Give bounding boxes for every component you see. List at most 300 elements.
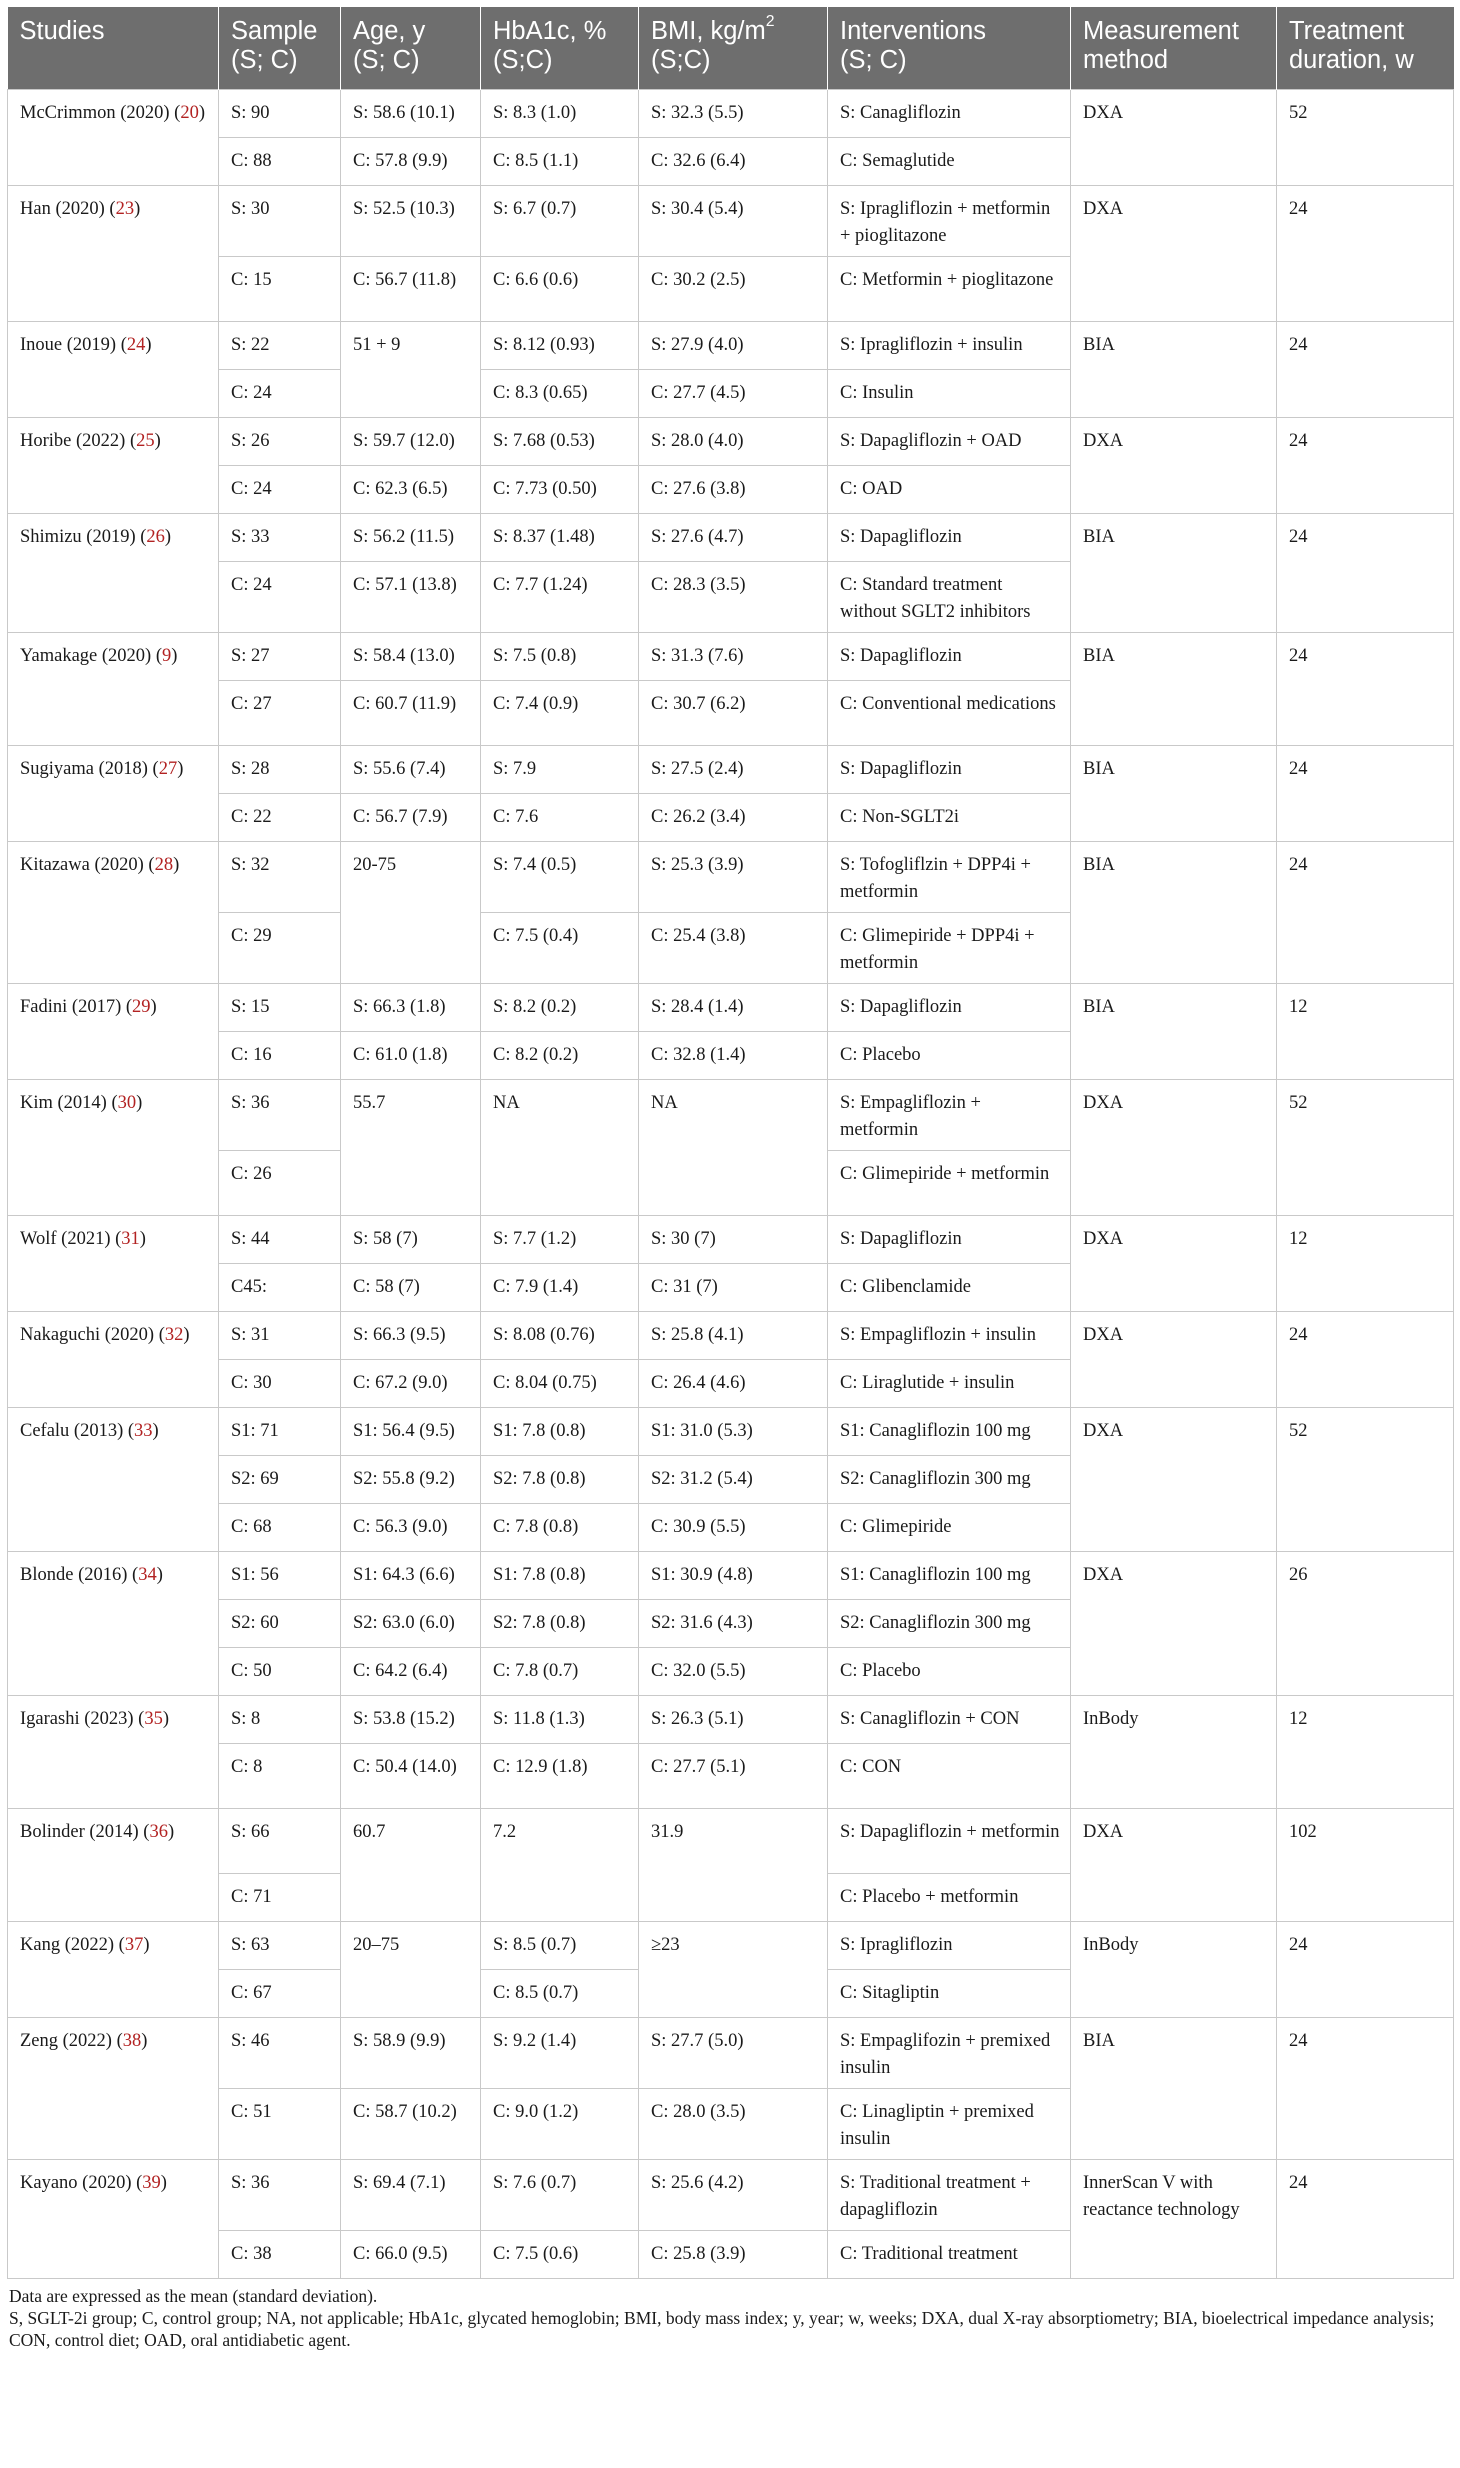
bmi-cell: S: 28.4 (1.4) [639,983,828,1031]
col-header-hba1c: HbA1c, % (S;C) [481,7,639,89]
table-row [8,1407,1454,1455]
reference-link[interactable]: 23 [115,198,135,219]
reference-close-paren: ) [150,996,157,1017]
study-name-cell [8,2017,219,2159]
intervention-cell: C: Linagliptin + premixed insulin [828,2088,1071,2159]
measurement-method-cell: DXA [1071,1215,1277,1311]
intervention-cell: C: Glimepiride [828,1503,1071,1551]
study-name: Kim (2014) ( [20,1092,118,1113]
age-cell: S: 56.2 (11.5) [341,513,481,561]
hba1c-cell: S: 7.5 (0.8) [481,632,639,680]
treatment-duration-cell: 24 [1277,632,1454,745]
study-name: Blonde (2016) ( [20,1564,139,1585]
sample-cell: S: 44 [219,1215,341,1263]
sample-cell: C: 50 [219,1647,341,1695]
hba1c-cell: S: 8.37 (1.48) [481,513,639,561]
treatment-duration-cell: 102 [1277,1808,1454,1921]
hba1c-cell: C: 7.6 [481,793,639,841]
age-cell: S: 52.5 (10.3) [341,185,481,256]
intervention-cell: S: Tofogliflzin + DPP4i + metformin [828,841,1071,912]
treatment-duration-cell: 24 [1277,513,1454,632]
measurement-method-cell: BIA [1071,745,1277,841]
age-cell: S: 58.6 (10.1) [341,89,481,137]
sample-cell: S: 33 [219,513,341,561]
age-cell: S: 58.4 (13.0) [341,632,481,680]
hba1c-cell: C: 7.8 (0.8) [481,1503,639,1551]
age-cell: S: 58 (7) [341,1215,481,1263]
table-row [8,1215,1454,1263]
table-row [8,513,1454,561]
intervention-cell: C: Glimepiride + DPP4i + metformin [828,912,1071,983]
bmi-cell: C: 28.0 (3.5) [639,2088,828,2159]
intervention-cell: C: Non-SGLT2i [828,793,1071,841]
sample-cell: S: 46 [219,2017,341,2088]
reference-link[interactable]: 35 [144,1708,163,1729]
study-name: Cefalu (2013) ( [20,1420,135,1441]
bmi-cell: NA [639,1079,828,1215]
intervention-cell: S: Canagliflozin + CON [828,1695,1071,1743]
sample-cell: C45: [219,1263,341,1311]
hba1c-cell: S: 7.4 (0.5) [481,841,639,912]
intervention-cell: S: Empagliflozin + metformin [828,1079,1071,1150]
age-cell: C: 56.7 (7.9) [341,793,481,841]
hba1c-cell: C: 8.5 (1.1) [481,137,639,185]
age-cell: 55.7 [341,1079,481,1215]
sample-cell: S: 30 [219,185,341,256]
hba1c-cell: C: 7.4 (0.9) [481,680,639,745]
measurement-method-cell: DXA [1071,417,1277,513]
hba1c-cell: C: 8.04 (0.75) [481,1359,639,1407]
study-name-cell [8,1921,219,2017]
bmi-cell: ≥23 [639,1921,828,2017]
study-name: Kitazawa (2020) ( [20,854,155,875]
bmi-cell: S2: 31.6 (4.3) [639,1599,828,1647]
age-cell: C: 61.0 (1.8) [341,1031,481,1079]
reference-close-paren: ) [162,1708,169,1729]
measurement-method-cell: DXA [1071,1551,1277,1695]
bmi-cell: S: 30 (7) [639,1215,828,1263]
intervention-cell: C: Sitagliptin [828,1969,1071,2017]
treatment-duration-cell: 24 [1277,1311,1454,1407]
age-cell: 60.7 [341,1808,481,1921]
bmi-cell: C: 32.0 (5.5) [639,1647,828,1695]
table-header [8,7,1454,89]
sample-cell: S1: 71 [219,1407,341,1455]
col-header-age: Age, y (S; C) [341,7,481,89]
study-name-cell [8,632,219,745]
reference-link[interactable]: 24 [126,334,146,355]
bmi-cell: C: 30.7 (6.2) [639,680,828,745]
bmi-cell: S2: 31.2 (5.4) [639,1455,828,1503]
study-name: McCrimmon (2020) ( [20,102,181,123]
intervention-cell: S: Dapagliflozin [828,745,1071,793]
intervention-cell: S: Dapagliflozin + metformin [828,1808,1071,1873]
table-row [8,841,1454,912]
sample-cell: S: 8 [219,1695,341,1743]
intervention-cell: S2: Canagliflozin 300 mg [828,1599,1071,1647]
hba1c-cell: S: 6.7 (0.7) [481,185,639,256]
hba1c-cell: C: 7.5 (0.4) [481,912,639,983]
treatment-duration-cell: 12 [1277,1695,1454,1808]
intervention-cell: S: Canagliflozin [828,89,1071,137]
study-name: Yamakage (2020) ( [20,645,162,666]
hba1c-cell: S: 7.9 [481,745,639,793]
intervention-cell: C: CON [828,1743,1071,1808]
bmi-cell: S1: 30.9 (4.8) [639,1551,828,1599]
reference-close-paren: ) [141,2030,148,2051]
reference-close-paren: ) [198,102,205,123]
age-cell: C: 67.2 (9.0) [341,1359,481,1407]
study-name-cell [8,1079,219,1215]
study-name: Shimizu (2019) ( [20,526,147,547]
sample-cell: S: 31 [219,1311,341,1359]
measurement-method-cell: DXA [1071,1407,1277,1551]
sample-cell: C: 16 [219,1031,341,1079]
sample-cell: S: 32 [219,841,341,912]
sample-cell: S: 36 [219,1079,341,1150]
table-body [8,89,1454,2278]
hba1c-cell: C: 7.5 (0.6) [481,2230,639,2278]
study-name-cell [8,185,219,321]
intervention-cell: S: Dapagliflozin [828,513,1071,561]
bmi-cell: S: 27.9 (4.0) [639,321,828,369]
table-footnotes [7,2285,1453,2351]
bmi-cell: S: 28.0 (4.0) [639,417,828,465]
table-row [8,417,1454,465]
reference-link[interactable]: 30 [117,1092,137,1113]
table-row [8,1921,1454,1969]
study-name: Wolf (2021) ( [20,1228,122,1249]
reference-close-paren: ) [177,758,184,779]
col-header-interventions: Interventions (S; C) [828,7,1071,89]
bmi-cell: C: 30.2 (2.5) [639,256,828,321]
age-cell: 20–75 [341,1921,481,2017]
age-cell: S: 69.4 (7.1) [341,2159,481,2230]
reference-link[interactable]: 36 [149,1821,168,1842]
age-cell: C: 64.2 (6.4) [341,1647,481,1695]
intervention-cell: S: Ipragliflozin [828,1921,1071,1969]
study-name-cell [8,1407,219,1551]
study-characteristics-table [7,7,1454,2279]
study-name: Sugiyama (2018) ( [20,758,159,779]
hba1c-cell: C: 8.2 (0.2) [481,1031,639,1079]
study-name-cell [8,1695,219,1808]
hba1c-cell: S: 8.2 (0.2) [481,983,639,1031]
measurement-method-cell: DXA [1071,1079,1277,1215]
col-header-measurement-method: Measurement method [1071,7,1277,89]
study-name: Han (2020) ( [20,198,116,219]
sample-cell: C: 24 [219,561,341,632]
col-header-sample: Sample (S; C) [219,7,341,89]
hba1c-cell: S1: 7.8 (0.8) [481,1551,639,1599]
intervention-cell: S: Ipragliflozin + metformin + pioglitazone [828,185,1071,256]
hba1c-cell: C: 6.6 (0.6) [481,256,639,321]
sample-cell: C: 26 [219,1150,341,1215]
table-row [8,1311,1454,1359]
bmi-cell: C: 27.7 (5.1) [639,1743,828,1808]
bmi-cell: C: 26.2 (3.4) [639,793,828,841]
bmi-cell: C: 28.3 (3.5) [639,561,828,632]
bmi-cell: C: 32.8 (1.4) [639,1031,828,1079]
measurement-method-cell: DXA [1071,89,1277,185]
bmi-cell: S: 27.6 (4.7) [639,513,828,561]
measurement-method-cell: BIA [1071,2017,1277,2159]
sample-cell: C: 71 [219,1873,341,1921]
bmi-cell: S1: 31.0 (5.3) [639,1407,828,1455]
reference-close-paren: ) [136,1092,143,1113]
hba1c-cell: C: 8.5 (0.7) [481,1969,639,2017]
footnote-abbreviations: S, SGLT-2i group; C, control group; NA, not applicable; HbA1c, glycated hemoglobin; BMI, body mass index; y, year; w, weeks; DXA, dual X-ray absorptiometry; BIA, bioelectrical impedance analysis; CON, control diet; OAD, oral antidiabetic agent. [9,2307,1435,2350]
hba1c-cell: S2: 7.8 (0.8) [481,1599,639,1647]
treatment-duration-cell: 52 [1277,89,1454,185]
reference-close-paren: ) [143,1934,150,1955]
reference-link[interactable]: 37 [124,1934,144,1955]
reference-close-paren: ) [173,854,180,875]
study-name: Inoue (2019) ( [20,334,127,355]
age-cell: S2: 55.8 (9.2) [341,1455,481,1503]
bmi-cell: S: 25.8 (4.1) [639,1311,828,1359]
intervention-cell: C: Glibenclamide [828,1263,1071,1311]
sample-cell: S: 28 [219,745,341,793]
reference-link[interactable]: 33 [134,1420,153,1441]
bmi-cell: C: 31 (7) [639,1263,828,1311]
age-cell: S1: 64.3 (6.6) [341,1551,481,1599]
age-cell: S: 58.9 (9.9) [341,2017,481,2088]
col-header-treatment-duration: Treatment duration, w [1277,7,1454,89]
age-cell: S: 55.6 (7.4) [341,745,481,793]
header-row [8,7,1454,89]
study-name-cell [8,417,219,513]
table-row [8,1695,1454,1743]
treatment-duration-cell: 24 [1277,841,1454,983]
reference-close-paren: ) [183,1324,190,1345]
study-name: Bolinder (2014) ( [20,1821,150,1842]
reference-link[interactable]: 32 [164,1324,184,1345]
hba1c-cell: S: 8.5 (0.7) [481,1921,639,1969]
table-row [8,2017,1454,2088]
study-name-cell [8,1215,219,1311]
measurement-method-cell: DXA [1071,185,1277,321]
reference-close-paren: ) [171,645,178,666]
sample-cell: C: 38 [219,2230,341,2278]
intervention-cell: S: Ipragliflozin + insulin [828,321,1071,369]
reference-link[interactable]: 39 [142,2172,161,2193]
hba1c-cell: S: 7.7 (1.2) [481,1215,639,1263]
measurement-method-cell: BIA [1071,632,1277,745]
sample-cell: C: 67 [219,1969,341,2017]
age-cell: C: 60.7 (11.9) [341,680,481,745]
table-row [8,983,1454,1031]
measurement-method-cell: BIA [1071,513,1277,632]
sample-cell: S1: 56 [219,1551,341,1599]
treatment-duration-cell: 12 [1277,1215,1454,1311]
hba1c-cell: C: 8.3 (0.65) [481,369,639,417]
study-name-cell [8,513,219,632]
bmi-cell: S: 27.5 (2.4) [639,745,828,793]
study-name-cell [8,321,219,417]
intervention-cell: S: Dapagliflozin [828,632,1071,680]
bmi-cell: S: 25.6 (4.2) [639,2159,828,2230]
hba1c-cell: C: 9.0 (1.2) [481,2088,639,2159]
treatment-duration-cell: 24 [1277,2017,1454,2159]
intervention-cell: C: Placebo [828,1647,1071,1695]
age-cell: C: 58.7 (10.2) [341,2088,481,2159]
reference-link[interactable]: 31 [121,1228,140,1249]
sample-cell: S: 27 [219,632,341,680]
intervention-cell: C: OAD [828,465,1071,513]
bmi-cell: C: 25.4 (3.8) [639,912,828,983]
sample-cell: C: 51 [219,2088,341,2159]
intervention-cell: C: Placebo + metformin [828,1873,1071,1921]
bmi-cell: S: 27.7 (5.0) [639,2017,828,2088]
table-row [8,321,1454,369]
bmi-cell: S: 31.3 (7.6) [639,632,828,680]
reference-link[interactable]: 29 [132,996,151,1017]
measurement-method-cell: InnerScan V with reactance technology [1071,2159,1277,2278]
age-cell: S: 59.7 (12.0) [341,417,481,465]
footnote-data-note: Data are expressed as the mean (standard deviation). [9,2285,378,2306]
intervention-cell: C: Liraglutide + insulin [828,1359,1071,1407]
study-name: Kayano (2020) ( [20,2172,143,2193]
treatment-duration-cell: 24 [1277,745,1454,841]
intervention-cell: S: Dapagliflozin + OAD [828,417,1071,465]
intervention-cell: S: Empagliflozin + insulin [828,1311,1071,1359]
study-name-cell [8,1551,219,1695]
reference-close-paren: ) [164,526,172,547]
intervention-cell: C: Standard treatment without SGLT2 inhibitors [828,561,1071,632]
reference-link[interactable]: 25 [136,430,155,451]
reference-close-paren: ) [154,430,161,451]
treatment-duration-cell: 26 [1277,1551,1454,1695]
reference-link[interactable]: 27 [158,758,178,779]
treatment-duration-cell: 12 [1277,983,1454,1079]
reference-link[interactable]: 26 [146,526,165,547]
reference-link[interactable]: 28 [154,854,174,875]
table-row [8,89,1454,137]
hba1c-cell: S: 9.2 (1.4) [481,2017,639,2088]
hba1c-cell: C: 7.8 (0.7) [481,1647,639,1695]
bmi-cell: S: 26.3 (5.1) [639,1695,828,1743]
study-name-cell [8,745,219,841]
sample-cell: S: 63 [219,1921,341,1969]
age-cell: S1: 56.4 (9.5) [341,1407,481,1455]
hba1c-cell: S: 8.3 (1.0) [481,89,639,137]
bmi-cell: S: 32.3 (5.5) [639,89,828,137]
intervention-cell: S: Dapagliflozin [828,983,1071,1031]
hba1c-cell: S: 8.08 (0.76) [481,1311,639,1359]
intervention-cell: S2: Canagliflozin 300 mg [828,1455,1071,1503]
measurement-method-cell: BIA [1071,841,1277,983]
age-cell: C: 62.3 (6.5) [341,465,481,513]
study-name-cell [8,2159,219,2278]
sample-cell: C: 68 [219,1503,341,1551]
age-cell: C: 58 (7) [341,1263,481,1311]
age-cell: C: 66.0 (9.5) [341,2230,481,2278]
col-header-studies: Studies [8,7,219,89]
sample-cell: C: 29 [219,912,341,983]
treatment-duration-cell: 52 [1277,1079,1454,1215]
measurement-method-cell: BIA [1071,321,1277,417]
study-name-cell [8,1808,219,1921]
study-name: Horibe (2022) ( [20,430,137,451]
bmi-cell: C: 27.6 (3.8) [639,465,828,513]
hba1c-cell: NA [481,1079,639,1215]
age-cell: 20-75 [341,841,481,983]
bmi-cell: 31.9 [639,1808,828,1921]
sample-cell: C: 24 [219,369,341,417]
study-name: Fadini (2017) ( [20,996,133,1017]
bmi-cell: C: 30.9 (5.5) [639,1503,828,1551]
bmi-cell: C: 27.7 (4.5) [639,369,828,417]
measurement-method-cell: DXA [1071,1311,1277,1407]
bmi-cell: C: 25.8 (3.9) [639,2230,828,2278]
hba1c-cell: C: 7.9 (1.4) [481,1263,639,1311]
study-name-cell [8,983,219,1079]
hba1c-cell: S: 7.68 (0.53) [481,417,639,465]
bmi-cell: C: 26.4 (4.6) [639,1359,828,1407]
reference-link[interactable]: 34 [138,1564,157,1585]
sample-cell: S: 26 [219,417,341,465]
study-name: Igarashi (2023) ( [20,1708,145,1729]
treatment-duration-cell: 24 [1277,1921,1454,2017]
measurement-method-cell: DXA [1071,1808,1277,1921]
table-row [8,1808,1454,1873]
reference-close-paren: ) [167,1821,175,1842]
intervention-cell: C: Semaglutide [828,137,1071,185]
study-name: Nakaguchi (2020) ( [20,1324,165,1345]
intervention-cell: C: Conventional medications [828,680,1071,745]
bmi-cell: S: 25.3 (3.9) [639,841,828,912]
reference-close-paren: ) [152,1420,159,1441]
reference-link[interactable]: 20 [180,102,199,123]
sample-cell: S: 22 [219,321,341,369]
age-cell: C: 57.1 (13.8) [341,561,481,632]
study-name: Zeng (2022) ( [20,2030,123,2051]
intervention-cell: S: Traditional treatment + dapagliflozin [828,2159,1071,2230]
hba1c-cell: S2: 7.8 (0.8) [481,1455,639,1503]
age-cell: S2: 63.0 (6.0) [341,1599,481,1647]
sample-cell: S2: 60 [219,1599,341,1647]
hba1c-cell: C: 7.7 (1.24) [481,561,639,632]
intervention-cell: C: Insulin [828,369,1071,417]
age-cell: C: 50.4 (14.0) [341,1743,481,1808]
bmi-cell: S: 30.4 (5.4) [639,185,828,256]
intervention-cell: C: Traditional treatment [828,2230,1071,2278]
reference-link[interactable]: 38 [122,2030,142,2051]
study-name-cell [8,1311,219,1407]
reference-link[interactable]: 9 [161,645,172,666]
hba1c-cell: S: 7.6 (0.7) [481,2159,639,2230]
treatment-duration-cell: 24 [1277,321,1454,417]
bmi-cell: C: 32.6 (6.4) [639,137,828,185]
study-name-cell [8,841,219,983]
sample-cell: C: 30 [219,1359,341,1407]
study-name: Kang (2022) ( [20,1934,125,1955]
intervention-cell: S1: Canagliflozin 100 mg [828,1551,1071,1599]
reference-close-paren: ) [139,1228,146,1249]
intervention-cell: C: Glimepiride + metformin [828,1150,1071,1215]
age-cell: C: 56.7 (11.8) [341,256,481,321]
sample-cell: S: 90 [219,89,341,137]
age-cell: C: 56.3 (9.0) [341,1503,481,1551]
reference-close-paren: ) [156,1564,163,1585]
sample-cell: S2: 69 [219,1455,341,1503]
sample-cell: S: 66 [219,1808,341,1873]
sample-cell: C: 15 [219,256,341,321]
sample-cell: S: 15 [219,983,341,1031]
table-row [8,632,1454,680]
sample-cell: C: 27 [219,680,341,745]
